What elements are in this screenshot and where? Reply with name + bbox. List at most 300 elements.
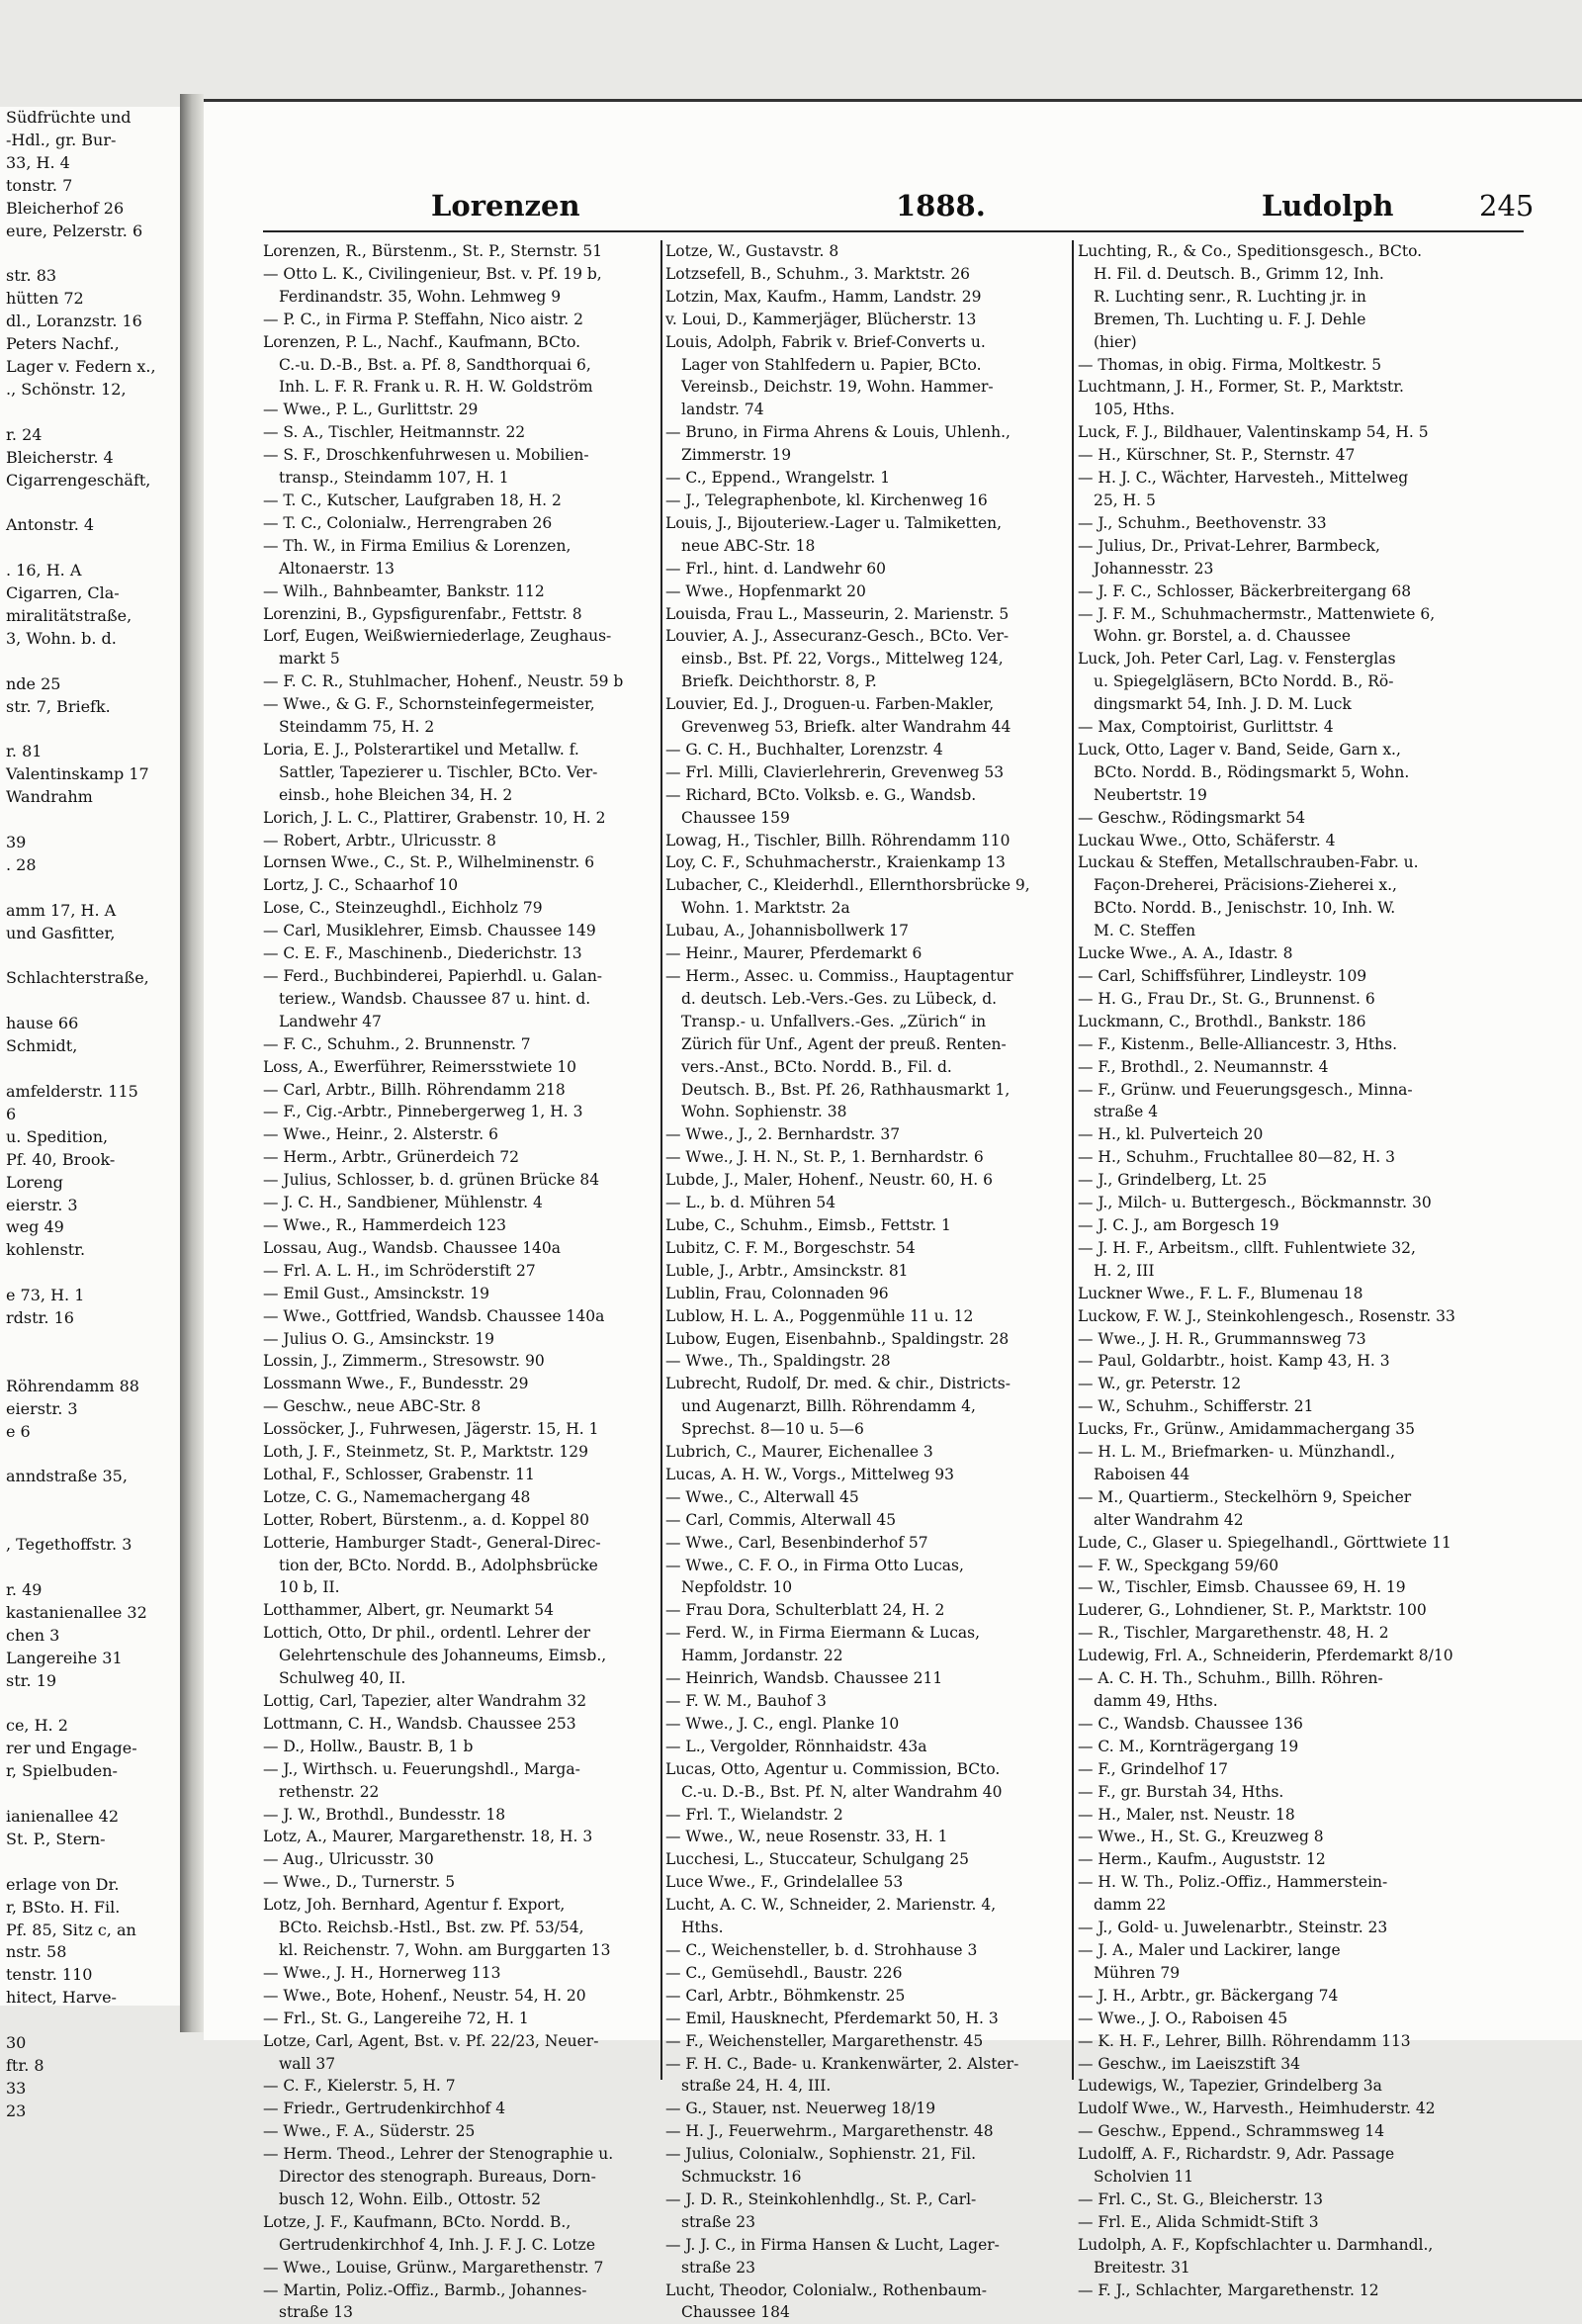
directory-entry-line: Ludewigs, W., Tapezier, Grindelberg 3a: [1078, 2077, 1382, 2096]
directory-entry-line: — C., Gemüsehdl., Baustr. 226: [665, 1963, 903, 1982]
left-page-line: rdstr. 16: [6, 1308, 74, 1328]
left-page-line: Antonstr. 4: [6, 515, 95, 535]
directory-entry-line: Loss, A., Ewerführer, Reimersstwiete 10: [263, 1057, 577, 1076]
left-page-line: Cigarrengeschäft,: [6, 470, 151, 490]
directory-entry-line: Louvier, A. J., Assecuranz-Gesch., BCto. Ver-: [665, 627, 1010, 646]
directory-entry-line: Inh. L. F. R. Frank u. R. H. W. Goldström: [279, 378, 593, 397]
directory-entry-line: straße 13: [279, 2303, 354, 2322]
directory-entry-line: — Bruno, in Firma Ahrens & Louis, Uhlenh.,: [665, 423, 1011, 442]
directory-entry-line: Lorenzen, P. L., Nachf., Kaufmann, BCto.: [263, 332, 581, 351]
directory-entry-line: Johannesstr. 23: [1094, 559, 1214, 578]
directory-entry-line: vers.-Anst., BCto. Nordd. B., Fil. d.: [681, 1057, 952, 1076]
left-page-line: hütten 72: [6, 289, 84, 309]
directory-entry-line: — Wwe., J. O., Raboisen 45: [1078, 2009, 1288, 2027]
directory-entry-line: dingsmarkt 54, Inh. J. D. M. Luck: [1094, 695, 1352, 714]
directory-entry-line: Lucht, Theodor, Colonialw., Rothenbaum-: [665, 2280, 987, 2299]
directory-entry-line: — J. H., Arbtr., gr. Bäckergang 74: [1078, 1986, 1339, 2005]
book-gutter: [180, 94, 204, 2032]
directory-entry-line: — S. F., Droschkenfuhrwesen u. Mobilien-: [263, 446, 589, 465]
directory-entry-line: — G. C. H., Buchhalter, Lorenzstr. 4: [665, 740, 943, 759]
directory-entry-line: Façon-Dreherei, Präcisions-Zieherei x.,: [1094, 876, 1397, 895]
directory-entry-line: Louis, J., Bijouteriew.-Lager u. Talmiketten,: [665, 513, 1003, 532]
directory-entry-line: 105, Hths.: [1094, 401, 1176, 419]
left-page-line: Langereihe 31: [6, 1648, 123, 1667]
directory-entry-line: H. 2, III: [1094, 1261, 1155, 1280]
directory-entry-line: straße 24, H. 4, III.: [681, 2077, 832, 2096]
left-page-line: ftr. 8: [6, 2055, 44, 2075]
directory-entry-line: — Robert, Arbtr., Ulricusstr. 8: [263, 831, 496, 849]
header-year: 1888.: [896, 189, 986, 223]
directory-entry-line: Lubrecht, Rudolf, Dr. med. & chir., Districts-: [665, 1375, 1011, 1393]
directory-entry-line: Lubrich, C., Maurer, Eichenallee 3: [665, 1443, 933, 1462]
directory-entry-line: landstr. 74: [681, 401, 764, 419]
directory-entry-line: — P. C., in Firma P. Steffahn, Nico aistr. 2: [263, 310, 584, 328]
directory-entry-line: — Wwe., F. A., Süderstr. 25: [263, 2122, 476, 2141]
directory-entry-line: Sattler, Tapezierer u. Tischler, BCto. Ver-: [279, 762, 598, 781]
directory-entry-line: Lubde, J., Maler, Hohenf., Neustr. 60, H. 6: [665, 1171, 993, 1190]
directory-entry-line: — F., Grünw. und Feuerungsgesch., Minna-: [1078, 1080, 1413, 1099]
header-rule: [263, 230, 1524, 232]
directory-entry-line: — H. J., Feuerwehrm., Margarethenstr. 48: [665, 2122, 994, 2141]
directory-entry-line: — H., Kürschner, St. P., Sternstr. 47: [1078, 446, 1356, 465]
directory-entry-line: — Heinr., Maurer, Pferdemarkt 6: [665, 944, 923, 963]
left-page-line: str. 83: [6, 266, 57, 286]
left-page-line: Bleicherstr. 4: [6, 447, 114, 467]
directory-entry-line: — Carl, Schiffsführer, Lindleystr. 109: [1078, 967, 1367, 985]
directory-entry-line: — Carl, Musiklehrer, Eimsb. Chaussee 149: [263, 922, 596, 940]
left-page-line: 39: [6, 833, 27, 851]
left-page-line: [0, 1058, 180, 1081]
left-page-line: Peters Nachf.,: [6, 334, 120, 354]
directory-entry-line: Ludolf Wwe., W., Harvesth., Heimhuderstr. 42: [1078, 2100, 1436, 2118]
directory-entry-line: Lotze, J. F., Kaufmann, BCto. Nordd. B.,: [263, 2212, 571, 2231]
directory-entry-line: — Frl. E., Alida Schmidt-Stift 3: [1078, 2212, 1319, 2231]
left-page-line: 30: [6, 2033, 27, 2053]
directory-entry-line: — T. C., Colonialw., Herrengraben 26: [263, 513, 553, 532]
left-page-line: Pf. 85, Sitz c, an: [6, 1920, 136, 1939]
directory-entry-line: — Julius, Colonialw., Sophienstr. 21, Fil.: [665, 2145, 977, 2164]
page-header: [263, 189, 1535, 230]
column-1: [263, 240, 678, 2322]
directory-entry-line: — Herm., Arbtr., Grünerdeich 72: [263, 1148, 519, 1167]
left-page-line: amfelderstr. 115: [6, 1081, 138, 1101]
directory-entry-line: — C., Weichensteller, b. d. Strohhause 3: [665, 1940, 978, 1959]
left-page-line: [0, 877, 180, 900]
directory-entry-line: Vereinsb., Deichstr. 19, Wohn. Hammer-: [681, 378, 994, 397]
directory-entry-line: — Carl, Arbtr., Billh. Röhrendamm 218: [263, 1080, 566, 1099]
left-page-line: 33, H. 4: [6, 152, 70, 172]
left-page-line: nstr. 58: [6, 1942, 67, 1962]
left-page-line: [0, 242, 180, 265]
directory-entry-line: — D., Hollw., Baustr. B, 1 b: [263, 1737, 474, 1755]
directory-entry-line: Lotz, A., Maurer, Margarethenstr. 18, H. 3: [263, 1828, 593, 1846]
directory-entry-line: damm 22: [1094, 1896, 1167, 1915]
directory-entry-line: — Wwe., C. F. O., in Firma Otto Lucas,: [665, 1556, 964, 1574]
directory-entry-line: Lottich, Otto, Dr phil., ordentl. Lehrer der: [263, 1624, 591, 1643]
directory-entry-line: Nepfoldstr. 10: [681, 1578, 793, 1597]
directory-entry-line: — Wwe., J. C., engl. Planke 10: [665, 1714, 900, 1733]
directory-entry-line: einsb., hohe Bleichen 34, H. 2: [279, 785, 513, 804]
left-page-line: Röhrendamm 88: [6, 1376, 139, 1395]
directory-entry-line: Luck, F. J., Bildhauer, Valentinskamp 54, H. 5: [1078, 423, 1429, 442]
directory-entry-line: R. Luchting senr., R. Luchting jr. in: [1094, 287, 1366, 306]
directory-entry-line: — Julius, Schlosser, b. d. grünen Brücke 84: [263, 1171, 600, 1190]
directory-entry-line: Wohn. 1. Marktstr. 2a: [681, 899, 850, 918]
directory-entry-line: Hths.: [681, 1919, 724, 1937]
left-page-line: [0, 718, 180, 741]
directory-entry-line: Lottig, Carl, Tapezier, alter Wandrahm 32: [263, 1692, 587, 1710]
directory-entry-line: — J. F. C., Schlosser, Bäckerbreitergang 68: [1078, 581, 1412, 600]
directory-entry-line: — J. W., Brothdl., Bundesstr. 18: [263, 1805, 506, 1824]
left-page-line: -Hdl., gr. Bur-: [6, 130, 117, 149]
directory-entry-line: busch 12, Wohn. Eilb., Ottostr. 52: [279, 2190, 541, 2208]
left-page-line: [0, 1262, 180, 1285]
directory-entry-line: Lossin, J., Zimmerm., Stresowstr. 90: [263, 1352, 545, 1371]
directory-entry-line: Zürich für Unf., Agent der preuß. Renten-: [681, 1034, 1007, 1053]
left-page-line: weg 49: [6, 1217, 64, 1237]
directory-entry-line: Scholvien 11: [1094, 2168, 1194, 2187]
directory-entry-line: — C. M., Kornträgergang 19: [1078, 1737, 1299, 1755]
directory-entry-line: Gertrudenkirchhof 4, Inh. J. F. J. C. Lotze: [279, 2235, 595, 2254]
left-page-line: Lager v. Federn x.,: [6, 356, 156, 376]
directory-entry-line: — Geschw., neue ABC-Str. 8: [263, 1397, 482, 1416]
directory-entry-line: Lubacher, C., Kleiderhdl., Ellernthorsbrücke 9,: [665, 876, 1030, 895]
directory-entry-line: — Wilh., Bahnbeamter, Bankstr. 112: [263, 581, 545, 600]
directory-entry-line: — A. C. H. Th., Schuhm., Billh. Röhren-: [1078, 1669, 1383, 1688]
column-divider: [660, 240, 662, 2080]
directory-entry-line: — Aug., Ulricusstr. 30: [263, 1850, 434, 1869]
directory-entry-line: — Frau Dora, Schulterblatt 24, H. 2: [665, 1601, 945, 1620]
directory-entry-line: Lucks, Fr., Grünw., Amidammachergang 35: [1078, 1420, 1415, 1439]
directory-entry-line: Breitestr. 31: [1094, 2258, 1190, 2277]
left-page-line: Südfrüchte und: [6, 108, 132, 127]
left-page-line: [0, 1488, 180, 1511]
left-page-line: [0, 945, 180, 968]
directory-entry-line: — G., Stauer, nst. Neuerweg 18/19: [665, 2100, 936, 2118]
directory-entry-line: — H. L. M., Briefmarken- u. Münzhandl.,: [1078, 1443, 1396, 1462]
directory-entry-line: M. C. Steffen: [1094, 922, 1196, 940]
directory-entry-line: Lorenzen, R., Bürstenm., St. P., Sternstr. 51: [263, 242, 603, 260]
directory-page: [204, 99, 1582, 2322]
directory-entry-line: — F. H. C., Bade- u. Krankenwärter, 2. Alster-: [665, 2054, 1019, 2073]
directory-entry-line: Briefk. Deichthorstr. 8, P.: [681, 672, 877, 691]
directory-entry-line: Loria, E. J., Polsterartikel und Metallw. f.: [263, 740, 579, 759]
directory-entry-line: alter Wandrahm 42: [1094, 1510, 1244, 1529]
directory-entry-line: — Wwe., & G. F., Schornsteinfegermeister,: [263, 695, 595, 714]
left-page-line: Schmidt,: [6, 1036, 78, 1056]
directory-entry-line: Wohn. Sophienstr. 38: [681, 1103, 847, 1121]
directory-entry-line: — W., gr. Peterstr. 12: [1078, 1375, 1242, 1393]
directory-entry-line: — Emil Gust., Amsinckstr. 19: [263, 1284, 489, 1302]
directory-entry-line: — Ferd., Buchbinderei, Papierhdl. u. Galan-: [263, 967, 603, 985]
header-right-word: Ludolph: [1262, 189, 1394, 223]
directory-entry-line: Gelehrtenschule des Johanneums, Eimsb.,: [279, 1647, 607, 1665]
directory-entry-line: — Thomas, in obig. Firma, Moltkestr. 5: [1078, 355, 1382, 374]
left-page-line: tenstr. 110: [6, 1965, 93, 1985]
left-page-line: [0, 1851, 180, 1874]
directory-entry-line: — F., Grindelhof 17: [1078, 1759, 1229, 1778]
left-page-line: hause 66: [6, 1014, 79, 1033]
directory-entry-line: — Wwe., W., neue Rosenstr. 33, H. 1: [665, 1828, 948, 1846]
directory-entry-line: Lorenzini, B., Gypsfigurenfabr., Fettstr. 8: [263, 604, 582, 623]
directory-entry-line: Lotthammer, Albert, gr. Neumarkt 54: [263, 1601, 554, 1620]
directory-entry-line: Neubertstr. 19: [1094, 785, 1207, 804]
directory-entry-line: straße 4: [1094, 1103, 1159, 1121]
directory-entry-line: Louvier, Ed. J., Droguen-u. Farben-Makler,: [665, 695, 995, 714]
left-page-line: St. P., Stern-: [6, 1829, 106, 1848]
left-page-line: [0, 651, 180, 673]
directory-entry-line: Luchting, R., & Co., Speditionsgesch., BCto.: [1078, 242, 1423, 260]
left-page-line: hitect, Harve-: [6, 1988, 117, 2008]
directory-entry-line: Lotzsefell, B., Schuhm., 3. Marktstr. 26: [665, 264, 971, 283]
directory-entry-line: Luckow, F. W. J., Steinkohlengesch., Rosenstr. 33: [1078, 1306, 1455, 1325]
directory-entry-line: — J. C. J., am Borgesch 19: [1078, 1215, 1279, 1234]
directory-entry-line: — Herm., Assec. u. Commiss., Hauptagentur: [665, 967, 1013, 985]
directory-entry-line: — H. J. C., Wächter, Harvesteh., Mittelweg: [1078, 469, 1409, 488]
directory-entry-line: BCto. Nordd. B., Rödingsmarkt 5, Wohn.: [1094, 762, 1410, 781]
directory-entry-line: — Frl., hint. d. Landwehr 60: [665, 559, 887, 578]
column-2: [665, 240, 1076, 2322]
directory-entry-line: Luckner Wwe., F. L. F., Blumenau 18: [1078, 1284, 1363, 1302]
directory-entry-line: (hier): [1094, 332, 1137, 351]
directory-entry-line: Lager von Stahlfedern u. Papier, BCto.: [681, 355, 982, 374]
left-page-line: Wandrahm: [6, 787, 93, 807]
directory-entry-line: Lornsen Wwe., C., St. P., Wilhelminenstr. 6: [263, 853, 595, 872]
directory-entry-line: Zimmerstr. 19: [681, 446, 792, 465]
directory-entry-line: Lorf, Eugen, Weißwierniederlage, Zeughaus-: [263, 627, 612, 646]
directory-entry-line: Luckmann, C., Brothdl., Bankstr. 186: [1078, 1012, 1366, 1030]
directory-entry-line: — Otto L. K., Civilingenieur, Bst. v. Pf. 19 b,: [263, 264, 602, 283]
directory-entry-line: wall 37: [279, 2054, 336, 2073]
directory-entry-line: Lortz, J. C., Schaarhof 10: [263, 876, 459, 895]
directory-entry-line: — F. C., Schuhm., 2. Brunnenstr. 7: [263, 1034, 531, 1053]
directory-entry-line: Lorich, J. L. C., Plattirer, Grabenstr. 10, H. 2: [263, 808, 606, 827]
directory-entry-line: — Wwe., R., Hammerdeich 123: [263, 1215, 506, 1234]
directory-entry-line: — F. J., Schlachter, Margarethenstr. 12: [1078, 2280, 1379, 2299]
directory-entry-line: — Carl, Commis, Alterwall 45: [665, 1510, 897, 1529]
left-page-line: [0, 537, 180, 560]
left-page-line: amm 17, H. A: [6, 900, 117, 920]
left-page-line: 23: [6, 2101, 27, 2120]
left-page-line: [0, 1692, 180, 1715]
page-number: 245: [1479, 189, 1535, 223]
left-page-line: eierstr. 3: [6, 1398, 78, 1418]
directory-entry-line: — F., Brothdl., 2. Neumannstr. 4: [1078, 1057, 1329, 1076]
left-page-line: [0, 1330, 180, 1353]
directory-entry-line: — Wwe., J., 2. Bernhardstr. 37: [665, 1125, 901, 1144]
directory-entry-line: v. Loui, D., Kammerjäger, Blücherstr. 13: [665, 310, 977, 328]
directory-entry-line: — J., Wirthsch. u. Feuerungshdl., Marga-: [263, 1759, 580, 1778]
directory-entry-line: Lotze, Carl, Agent, Bst. v. Pf. 22/23, Neuer-: [263, 2031, 599, 2050]
directory-entry-line: Altonaerstr. 13: [279, 559, 395, 578]
directory-entry-line: 10 b, II.: [279, 1578, 340, 1597]
directory-entry-line: — Wwe., C., Alterwall 45: [665, 1487, 859, 1506]
left-page-line: str. 7, Briefk.: [6, 696, 111, 716]
directory-entry-line: — J. H. F., Arbeitsm., cllft. Fuhlentwiete 32,: [1078, 1238, 1416, 1257]
directory-entry-line: rethenstr. 22: [279, 1782, 380, 1801]
directory-entry-line: Schulweg 40, II.: [279, 1669, 406, 1688]
directory-entry-line: tion der, BCto. Nordd. B., Adolphsbrücke: [279, 1556, 598, 1574]
directory-entry-line: BCto. Reichsb.-Hstl., Bst. zw. Pf. 53/54,: [279, 1919, 584, 1937]
directory-entry-line: Ferdinandstr. 35, Wohn. Lehmweg 9: [279, 287, 562, 306]
directory-entry-line: — J., Schuhm., Beethovenstr. 33: [1078, 513, 1327, 532]
directory-entry-line: — J., Telegraphenbote, kl. Kirchenweg 16: [665, 491, 988, 509]
directory-entry-line: — J., Milch- u. Buttergesch., Böckmannstr. 30: [1078, 1194, 1432, 1212]
directory-entry-line: Louisda, Frau L., Masseurin, 2. Marienstr. 5: [665, 604, 1010, 623]
directory-entry-line: 25, H. 5: [1094, 491, 1156, 509]
directory-entry-line: Ludewig, Frl. A., Schneiderin, Pferdemarkt 8/10: [1078, 1647, 1453, 1665]
directory-entry-line: — F. W., Speckgang 59/60: [1078, 1556, 1279, 1574]
directory-entry-line: — F., gr. Burstah 34, Hths.: [1078, 1782, 1284, 1801]
directory-entry-line: Louis, Adolph, Fabrik v. Brief-Converts u.: [665, 332, 986, 351]
directory-entry-line: Deutsch. B., Bst. Pf. 26, Rathhausmarkt 1,: [681, 1080, 1011, 1099]
directory-entry-line: Raboisen 44: [1094, 1465, 1190, 1483]
left-page-line: r, Spielbuden-: [6, 1761, 118, 1781]
left-page-line: [0, 492, 180, 514]
directory-entry-line: Mühren 79: [1094, 1963, 1181, 1982]
directory-entry-line: — H., Maler, nst. Neustr. 18: [1078, 1805, 1295, 1824]
directory-entry-line: — J. D. R., Steinkohlenhdlg., St. P., Carl-: [665, 2190, 977, 2208]
directory-entry-line: Lucas, A. H. W., Vorgs., Mittelweg 93: [665, 1465, 955, 1483]
directory-entry-line: — J. F. M., Schuhmachermstr., Mattenwiete 6,: [1078, 604, 1436, 623]
directory-entry-line: — Richard, BCto. Volksb. e. G., Wandsb.: [665, 785, 977, 804]
directory-entry-line: — Frl. C., St. G., Bleicherstr. 13: [1078, 2190, 1323, 2208]
left-page-line: e 6: [6, 1421, 31, 1441]
directory-entry-line: — H. W. Th., Poliz.-Offiz., Hammerstein-: [1078, 1873, 1388, 1892]
left-page-line: . 16, H. A: [6, 561, 82, 581]
directory-entry-line: Luble, J., Arbtr., Amsinckstr. 81: [665, 1261, 909, 1280]
left-page-line: Cigarren, Cla-: [6, 583, 120, 603]
directory-entry-line: — Frl. A. L. H., im Schröderstift 27: [263, 1261, 536, 1280]
directory-entry-line: Luckau Wwe., Otto, Schäferstr. 4: [1078, 831, 1336, 849]
left-page-line: u. Spedition,: [6, 1126, 109, 1146]
directory-entry-line: Schmuckstr. 16: [681, 2168, 802, 2187]
directory-entry-line: — K. H. F., Lehrer, Billh. Röhrendamm 113: [1078, 2031, 1411, 2050]
directory-entry-line: und Augenarzt, Billh. Röhrendamm 4,: [681, 1397, 976, 1416]
directory-entry-line: — Herm. Theod., Lehrer der Stenographie u.: [263, 2145, 614, 2164]
directory-entry-line: einsb., Bst. Pf. 22, Vorgs., Mittelweg 124,: [681, 650, 1004, 669]
left-page-line: 33: [6, 2078, 27, 2098]
left-page-line: chen 3: [6, 1625, 60, 1645]
left-page-line: miralitätstraße,: [6, 605, 132, 625]
column-divider: [1072, 240, 1074, 2080]
directory-entry-line: — Wwe., Heinr., 2. Alsterstr. 6: [263, 1125, 498, 1144]
left-page-line: [0, 1443, 180, 1466]
directory-entry-line: — J., Gold- u. Juwelenarbtr., Steinstr. 23: [1078, 1919, 1388, 1937]
directory-entry-line: — H., kl. Pulverteich 20: [1078, 1125, 1264, 1144]
column-3: [1078, 240, 1528, 2299]
directory-entry-line: Lotterie, Hamburger Stadt-, General-Direc-: [263, 1533, 601, 1552]
directory-entry-line: Lossau, Aug., Wandsb. Chaussee 140a: [263, 1238, 562, 1257]
directory-entry-line: — Geschw., im Laeiszstift 34: [1078, 2054, 1300, 2073]
directory-entry-line: Lube, C., Schuhm., Eimsb., Fettstr. 1: [665, 1215, 951, 1234]
left-page-line: r. 49: [6, 1579, 43, 1599]
directory-entry-line: — Wwe., Carl, Besenbinderhof 57: [665, 1533, 928, 1552]
directory-entry-line: — Wwe., Gottfried, Wandsb. Chaussee 140a: [263, 1306, 605, 1325]
left-page-line: r. 24: [6, 424, 43, 444]
directory-entry-line: — L., Vergolder, Rönnhaidstr. 43a: [665, 1737, 927, 1755]
directory-entry-line: Chaussee 159: [681, 808, 790, 827]
directory-entry-line: — Wwe., P. L., Gurlittstr. 29: [263, 401, 479, 419]
directory-entry-line: — W., Tischler, Eimsb. Chaussee 69, H. 19: [1078, 1578, 1406, 1597]
left-page-line: [0, 2010, 180, 2032]
left-page-line: anndstraße 35,: [6, 1467, 128, 1486]
directory-entry-line: — F., Cig.-Arbtr., Pinnebergerweg 1, H. 3: [263, 1103, 583, 1121]
directory-entry-line: Lotze, W., Gustavstr. 8: [665, 242, 839, 260]
directory-entry-line: Lucke Wwe., A. A., Idastr. 8: [1078, 944, 1293, 963]
directory-entry-line: neue ABC-Str. 18: [681, 536, 816, 555]
directory-entry-line: — T. C., Kutscher, Laufgraben 18, H. 2: [263, 491, 562, 509]
directory-entry-line: straße 23: [681, 2212, 756, 2231]
directory-entry-line: — Wwe., H., St. G., Kreuzweg 8: [1078, 1828, 1324, 1846]
left-page-line: nde 25: [6, 673, 61, 693]
directory-entry-line: straße 23: [681, 2258, 756, 2277]
directory-entry-line: Luck, Otto, Lager v. Band, Seide, Garn x.,: [1078, 740, 1401, 759]
directory-entry-line: Lude, C., Glaser u. Spiegelhandl., Görttwiete 11: [1078, 1533, 1451, 1552]
directory-entry-line: Lotz, Joh. Bernhard, Agentur f. Export,: [263, 1896, 566, 1915]
directory-entry-line: — L., b. d. Mühren 54: [665, 1194, 836, 1212]
directory-entry-line: Lublin, Frau, Colonnaden 96: [665, 1284, 889, 1302]
directory-entry-line: — F., Kistenm., Belle-Alliancestr. 3, Hths.: [1078, 1034, 1398, 1053]
left-page-line: Schlachterstraße,: [6, 968, 149, 988]
directory-entry-line: — H., Schuhm., Fruchtallee 80—82, H. 3: [1078, 1148, 1395, 1167]
directory-entry-line: C.-u. D.-B., Bst. Pf. N, alter Wandrahm 40: [681, 1782, 1003, 1801]
directory-entry-line: — Frl., St. G., Langereihe 72, H. 1: [263, 2009, 529, 2027]
directory-entry-line: — J. J. C., in Firma Hansen & Lucht, Lager-: [665, 2235, 1000, 2254]
directory-entry-line: — Paul, Goldarbtr., hoist. Kamp 43, H. 3: [1078, 1352, 1390, 1371]
left-page-line: . 28: [6, 854, 37, 874]
left-page-line: r, BSto. H. Fil.: [6, 1897, 121, 1917]
directory-entry-line: — J. A., Maler und Lackirer, lange: [1078, 1940, 1341, 1959]
left-page-line: e 73, H. 1: [6, 1286, 85, 1305]
directory-entry-line: — F., Weichensteller, Margarethenstr. 45: [665, 2031, 984, 2050]
directory-entry-line: Lucchesi, L., Stuccateur, Schulgang 25: [665, 1850, 969, 1869]
left-page-line: eierstr. 3: [6, 1195, 78, 1214]
directory-entry-line: Luckau & Steffen, Metallschrauben-Fabr. u.: [1078, 853, 1419, 872]
directory-entry-line: Ludolph, A. F., Kopfschlachter u. Darmhandl.,: [1078, 2235, 1434, 2254]
directory-entry-line: Lothal, F., Schlosser, Grabenstr. 11: [263, 1465, 535, 1483]
left-page-line: rer und Engage-: [6, 1739, 137, 1758]
directory-entry-line: BCto. Nordd. B., Jenischstr. 10, Inh. W.: [1094, 899, 1396, 918]
directory-entry-line: — Friedr., Gertrudenkirchhof 4: [263, 2100, 506, 2118]
directory-entry-line: H. Fil. d. Deutsch. B., Grimm 12, Inh.: [1094, 264, 1384, 283]
directory-entry-line: Ludolff, A. F., Richardstr. 9, Adr. Passage: [1078, 2145, 1395, 2164]
directory-entry-line: Lotzin, Max, Kaufm., Hamm, Landstr. 29: [665, 287, 982, 306]
directory-entry-line: — S. A., Tischler, Heitmannstr. 22: [263, 423, 526, 442]
directory-entry-line: — Julius O. G., Amsinckstr. 19: [263, 1329, 494, 1348]
left-page-line: erlage von Dr.: [6, 1874, 120, 1894]
directory-entry-line: Lubow, Eugen, Eisenbahnb., Spaldingstr. 28: [665, 1329, 1010, 1348]
directory-entry-line: — R., Tischler, Margarethenstr. 48, H. 2: [1078, 1624, 1389, 1643]
directory-entry-line: — Wwe., Louise, Grünw., Margarethenstr. 7: [263, 2258, 604, 2277]
directory-entry-line: Steindamm 75, H. 2: [279, 718, 435, 737]
directory-entry-line: Lublow, H. L. A., Poggenmühle 11 u. 12: [665, 1306, 974, 1325]
left-page-line: Pf. 40, Brook-: [6, 1149, 116, 1169]
left-page-line: tonstr. 7: [6, 175, 73, 195]
directory-entry-line: Bremen, Th. Luchting u. F. J. Dehle: [1094, 310, 1366, 328]
directory-entry-line: Loy, C. F., Schuhmacherstr., Kraienkamp 13: [665, 853, 1006, 872]
directory-entry-line: — C. E. F., Maschinenb., Diederichstr. 13: [263, 944, 582, 963]
left-page-line: [0, 990, 180, 1013]
directory-entry-line: — Martin, Poliz.-Offiz., Barmb., Johannes-: [263, 2280, 587, 2299]
directory-entry-line: Transp.- u. Unfallvers.-Ges. „Zürich“ in: [681, 1012, 987, 1030]
directory-entry-line: — Carl, Arbtr., Böhmkenstr. 25: [665, 1986, 906, 2005]
directory-entry-line: — Wwe., Bote, Hohenf., Neustr. 54, H. 20: [263, 1986, 586, 2005]
directory-entry-line: Lucht, A. C. W., Schneider, 2. Marienstr. 4,: [665, 1896, 997, 1915]
directory-entry-line: Luchtmann, J. H., Former, St. P., Marktstr.: [1078, 378, 1404, 397]
directory-entry-line: — W., Schuhm., Schifferstr. 21: [1078, 1397, 1314, 1416]
directory-entry-line: Lose, C., Steinzeughdl., Eichholz 79: [263, 899, 543, 918]
